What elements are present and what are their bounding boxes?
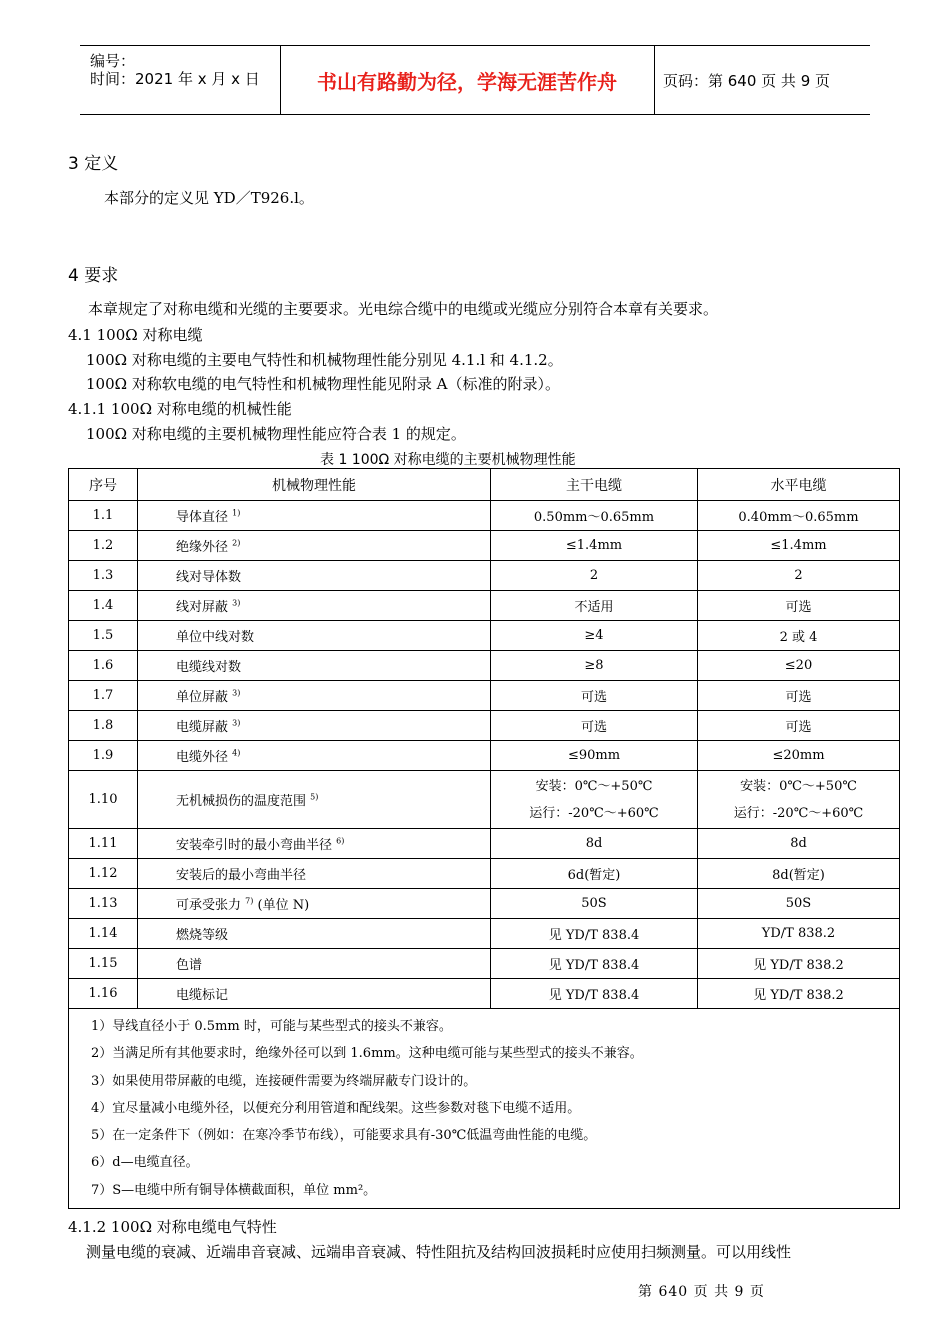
property-name: 安装牵引时的最小弯曲半径 [176,838,333,853]
row-property [138,621,491,651]
footnote-ref: 2) [232,538,241,548]
footnote-ref: 1) [232,508,241,518]
trunk-cable-value: ≥4 [491,621,698,651]
row-number: 1.5 [69,621,138,651]
table-row [69,561,900,591]
col-header-trunk-cable: 主干电缆 [491,469,698,501]
row-number: 1.15 [69,949,138,979]
trunk-cable-value: ≤90mm [491,741,698,771]
trunk-cable-value: 2 [491,561,698,591]
row-property [138,889,491,919]
trunk-cable-value-line-1: 安装：0℃～+50℃ [535,778,653,794]
section-3-text: 本部分的定义见 YD／T926.l。 [104,189,314,207]
trunk-cable-value [491,771,698,829]
property-name: 可承受张力 [176,898,242,913]
property-name: 电缆屏蔽 [176,720,229,735]
footnote-ref: 3) [232,688,241,698]
trunk-cable-value: ≥8 [491,651,698,681]
horizontal-cable-value: 8d(暂定) [698,859,900,889]
row-property [138,829,491,859]
property-name: 安装后的最小弯曲半径 [176,868,307,883]
horizontal-cable-value: 见 YD/T 838.2 [698,979,900,1009]
section-4-1-para-1: 100Ω 对称电缆的主要电气特性和机械物理性能分别见 4.1.l 和 4.1.2。 [86,351,563,369]
col-header-property: 机械物理性能 [138,469,491,501]
horizontal-cable-value: ≤1.4mm [698,531,900,561]
table-notes [69,1009,900,1209]
page-header [80,45,870,115]
row-property [138,531,491,561]
table-row [69,979,900,1009]
row-number: 1.13 [69,889,138,919]
col-header-horizontal-cable: 水平电缆 [698,469,900,501]
header-motto: 书山有路勤为径，学海无涯苦作舟 [280,46,655,114]
table-row [69,859,900,889]
row-number: 1.8 [69,711,138,741]
table-body [69,501,900,1009]
row-number: 1.7 [69,681,138,711]
table-row [69,591,900,621]
section-4-1-para-2: 100Ω 对称软电缆的电气特性和机械物理性能见附录 A（标准的附录）。 [86,375,560,393]
col-header-number: 序号 [69,469,138,501]
table-note: 5）在一定条件下（例如：在寒冷季节布线），可能要求具有-30℃低温弯曲性能的电缆。 [91,1128,597,1144]
trunk-cable-value-line-2: 运行：-20℃～+60℃ [529,805,659,821]
table-header-row [69,469,900,501]
trunk-cable-value: 可选 [491,711,698,741]
table-row [69,621,900,651]
row-number: 1.6 [69,651,138,681]
property-name: 单位屏蔽 [176,690,229,705]
horizontal-cable-value: ≤20mm [698,741,900,771]
trunk-cable-value: 不适用 [491,591,698,621]
row-number: 1.3 [69,561,138,591]
horizontal-cable-value [698,771,900,829]
row-number: 1.14 [69,919,138,949]
property-name: 线对导体数 [176,570,242,585]
section-4-1-1-para: 100Ω 对称电缆的主要机械物理性能应符合表 1 的规定。 [86,425,466,443]
property-name: 单位中线对数 [176,630,255,645]
row-property [138,561,491,591]
table-row [69,681,900,711]
row-number: 1.4 [69,591,138,621]
horizontal-cable-value: 8d [698,829,900,859]
property-name: 燃烧等级 [176,928,229,943]
section-4-intro: 本章规定了对称电缆和光缆的主要要求。光电综合缆中的电缆或光缆应分别符合本章有关要求。 [88,300,719,318]
footnote-ref: 6) [336,836,345,846]
footnote-ref: 3) [232,598,241,608]
property-name: 导体直径 [176,510,229,525]
table-row [69,741,900,771]
row-number: 1.2 [69,531,138,561]
row-property [138,741,491,771]
section-4-1-2-heading: 4.1.2 100Ω 对称电缆电气特性 [68,1218,277,1236]
horizontal-cable-value-line-1: 安装：0℃～+50℃ [740,778,857,794]
section-4-1-heading: 4.1 100Ω 对称电缆 [68,326,203,344]
row-number: 1.16 [69,979,138,1009]
horizontal-cable-value: 见 YD/T 838.2 [698,949,900,979]
trunk-cable-value: 6d(暂定) [491,859,698,889]
footnote-ref: 7) [245,896,254,906]
horizontal-cable-value: 可选 [698,711,900,741]
row-number: 1.10 [69,771,138,829]
row-property [138,949,491,979]
trunk-cable-value: 8d [491,829,698,859]
row-number: 1.1 [69,501,138,531]
row-property [138,771,491,829]
footnote-ref: 4) [232,748,241,758]
row-property [138,681,491,711]
table-note: 7）S—电缆中所有铜导体横截面积，单位 mm²。 [91,1182,377,1198]
section-4-heading: 4 要求 [68,266,119,286]
property-name: 电缆线对数 [176,660,242,675]
horizontal-cable-value: 0.40mm～0.65mm [698,501,900,531]
trunk-cable-value: 见 YD/T 838.4 [491,949,698,979]
header-page-info: 页码：第 640 页 共 9 页 [663,71,831,90]
horizontal-cable-value-line-2: 运行：-20℃～+60℃ [733,805,864,821]
table-row [69,651,900,681]
table-note: 4）宜尽量减小电缆外径，以便充分利用管道和配线架。这些参数对毯下电缆不适用。 [91,1100,581,1116]
table-row [69,501,900,531]
property-name: 无机械损伤的温度范围 [176,794,307,809]
table-note: 1）导线直径小于 0.5mm 时，可能与某些型式的接头不兼容。 [91,1019,452,1034]
row-property [138,591,491,621]
footnote-ref: 5) [310,792,319,802]
footnote-ref: 3) [232,718,241,728]
row-property [138,979,491,1009]
table-row [69,949,900,979]
row-property [138,859,491,889]
row-property [138,651,491,681]
section-3-heading: 3 定义 [68,154,119,174]
property-name: 电缆外径 [176,750,229,765]
horizontal-cable-value: 50S [698,889,900,919]
table-note: 3）如果使用带屏蔽的电缆，连接硬件需要为终端屏蔽专门设计的。 [91,1073,477,1089]
trunk-cable-value: 可选 [491,681,698,711]
table-row [69,711,900,741]
horizontal-cable-value: ≤20 [698,651,900,681]
row-property [138,501,491,531]
table-row [69,829,900,859]
horizontal-cable-value: 可选 [698,591,900,621]
row-number: 1.11 [69,829,138,859]
property-name: 电缆标记 [176,988,229,1003]
table-notes-row [69,1009,900,1209]
header-number-label: 编号： [90,52,136,70]
mechanical-properties-table [68,468,900,1209]
horizontal-cable-value: 可选 [698,681,900,711]
section-4-1-1-heading: 4.1.1 100Ω 对称电缆的机械性能 [68,400,292,418]
horizontal-cable-value: 2 或 4 [698,621,900,651]
row-number: 1.9 [69,741,138,771]
trunk-cable-value: 50S [491,889,698,919]
row-number: 1.12 [69,859,138,889]
trunk-cable-value: 见 YD/T 838.4 [491,979,698,1009]
header-time-label: 时间：2021 年 x 月 x 日 [90,70,260,88]
row-property [138,919,491,949]
property-name: 线对屏蔽 [176,600,229,615]
table-row [69,771,900,829]
trunk-cable-value: ≤1.4mm [491,531,698,561]
trunk-cable-value: 0.50mm～0.65mm [491,501,698,531]
property-name: 绝缘外径 [176,540,229,555]
horizontal-cable-value: YD/T 838.2 [698,919,900,949]
table-caption: 表 1 100Ω 对称电缆的主要机械物理性能 [320,452,576,468]
header-meta [80,46,281,114]
table-row [69,531,900,561]
property-name: 色谱 [176,958,203,973]
table-note: 2）当满足所有其他要求时，绝缘外径可以到 1.6mm。这种电缆可能与某些型式的接头不兼容。 [91,1046,643,1062]
trunk-cable-value: 见 YD/T 838.4 [491,919,698,949]
row-property [138,711,491,741]
horizontal-cable-value: 2 [698,561,900,591]
page-footer: 第 640 页 共 9 页 [638,1284,765,1300]
table-row [69,919,900,949]
property-unit: (单位 N) [253,898,310,913]
table-note: 6）d—电缆直径。 [91,1155,199,1171]
section-4-1-2-para: 测量电缆的衰减、近端串音衰减、远端串音衰减、特性阻抗及结构回波损耗时应使用扫频测量。可以用线性 [86,1243,792,1261]
table-row [69,889,900,919]
